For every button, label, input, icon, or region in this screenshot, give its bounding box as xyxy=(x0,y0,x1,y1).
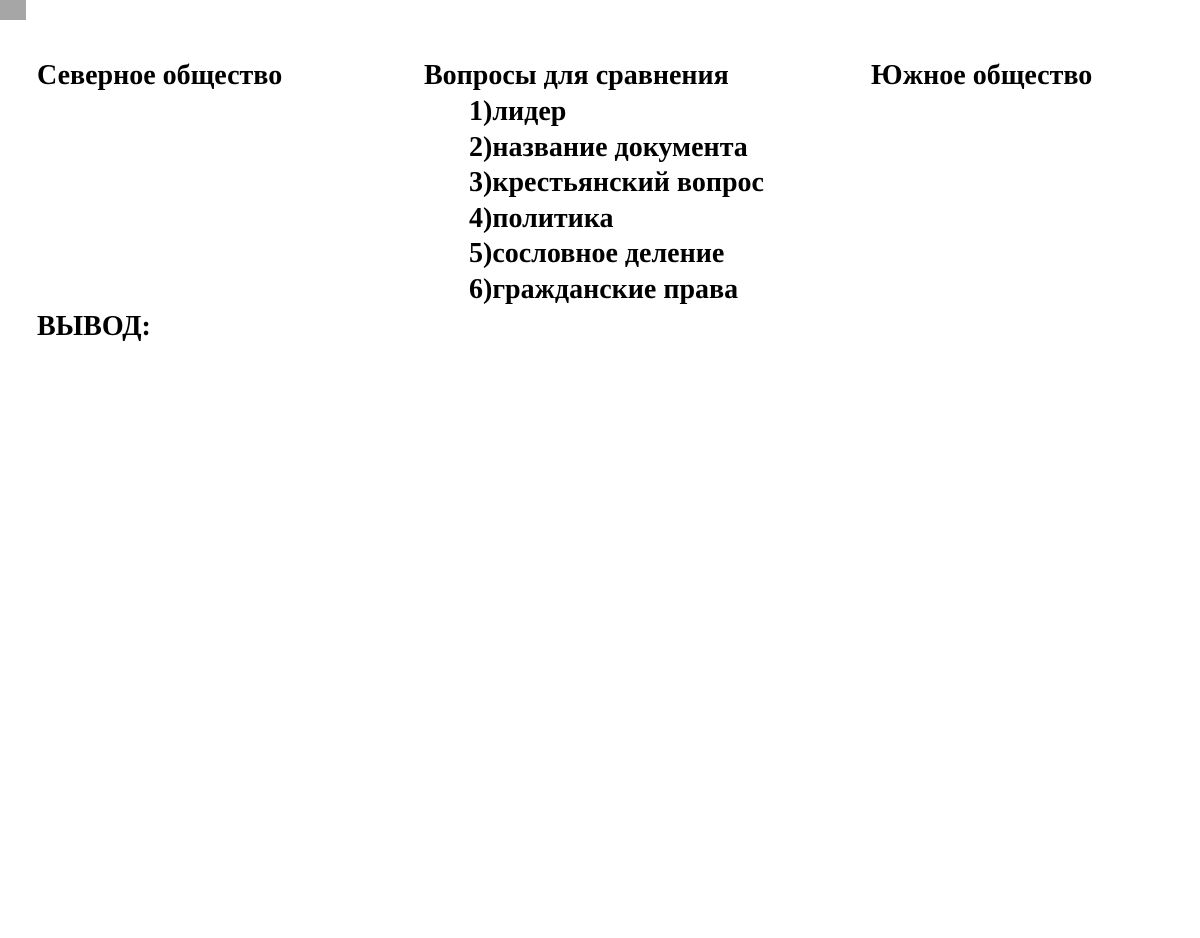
question-item: 2)название документа xyxy=(469,131,748,163)
questions-list xyxy=(469,94,764,308)
question-item: 5)сословное деление xyxy=(469,238,725,270)
question-item: 6)гражданские права xyxy=(469,273,739,305)
question-item: 4)политика xyxy=(469,202,614,234)
question-item: 3)крестьянский вопрос xyxy=(469,167,764,199)
conclusion-label: ВЫВОД: xyxy=(37,311,151,342)
corner-mark xyxy=(0,0,26,20)
north-society-heading: Северное общество xyxy=(37,60,283,91)
south-society-heading: Южное общество xyxy=(871,60,1093,91)
comparison-questions-heading: Вопросы для сравнения xyxy=(424,60,729,91)
question-item: 1)лидер xyxy=(469,96,567,127)
